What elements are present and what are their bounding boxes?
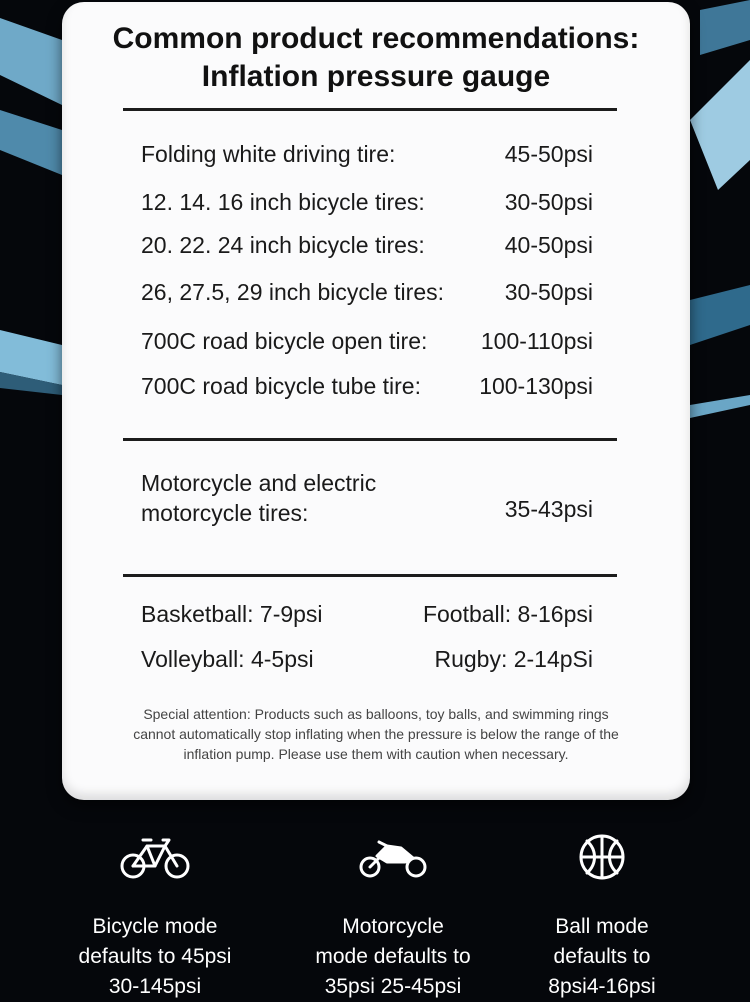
motorcycle-icon xyxy=(357,832,429,882)
mode-line: mode defaults to xyxy=(315,945,471,968)
motorcycle-label-line-1: Motorcycle and electric xyxy=(141,470,377,496)
bicycle-mode xyxy=(45,832,265,1002)
divider-middle xyxy=(123,438,617,441)
divider-top xyxy=(123,108,617,111)
title-line-2: Inflation pressure gauge xyxy=(201,60,551,93)
pressure-row xyxy=(141,227,593,263)
pressure-value: 30-50psi xyxy=(504,279,593,305)
mode-line: 35psi 25-45psi xyxy=(324,975,462,998)
pressure-value: 100-110psi xyxy=(480,328,593,354)
ball-mode xyxy=(492,832,712,1002)
pressure-value: 40-50psi xyxy=(504,232,593,258)
bicycle-icon xyxy=(119,832,191,882)
mode-line: defaults to xyxy=(553,945,651,968)
pressure-row xyxy=(141,184,593,220)
volleyball-pressure: Volleyball: 4-5psi xyxy=(141,646,314,672)
mode-line: 30-145psi xyxy=(108,975,202,998)
tire-label: 700C road bicycle open tire: xyxy=(141,328,428,354)
tire-label: 20. 22. 24 inch bicycle tires: xyxy=(141,232,425,258)
pressure-row xyxy=(141,323,593,359)
motorcycle-label xyxy=(141,468,376,528)
mode-line: Bicycle mode xyxy=(92,915,218,938)
pressure-value: 45-50psi xyxy=(504,141,593,167)
tire-label: 700C road bicycle tube tire: xyxy=(141,373,421,399)
note-line-1: Special attention: Products such as balloons, toy balls, and swimming rings xyxy=(143,706,609,722)
mode-line: Motorcycle xyxy=(342,915,444,938)
tire-label: 26, 27.5, 29 inch bicycle tires: xyxy=(141,279,444,305)
mode-line: defaults to 45psi xyxy=(78,945,232,968)
divider-bottom xyxy=(123,574,617,577)
rugby-pressure: Rugby: 2-14pSi xyxy=(434,646,593,672)
motorcycle-label-line-2: motorcycle tires: xyxy=(141,500,309,526)
pressure-row xyxy=(141,274,593,310)
motorcycle-mode-text xyxy=(283,912,503,1002)
tire-label: Folding white driving tire: xyxy=(141,141,396,167)
motorcycle-mode xyxy=(283,832,503,1002)
basketball-pressure: Basketball: 7-9psi xyxy=(141,601,323,627)
mode-line: Ball mode xyxy=(555,915,649,938)
recommendations-card xyxy=(62,2,690,800)
tire-label: 12. 14. 16 inch bicycle tires: xyxy=(141,189,425,215)
football-pressure: Football: 8-16psi xyxy=(422,601,593,627)
bicycle-mode-text xyxy=(45,912,265,1002)
special-attention-note xyxy=(76,704,676,764)
card-title xyxy=(62,20,690,96)
motorcycle-pressure-value: 35-43psi xyxy=(504,496,593,522)
pressure-row xyxy=(141,136,593,172)
pressure-value: 100-130psi xyxy=(479,373,593,399)
mode-line: 8psi4-16psi xyxy=(548,975,656,998)
ball-mode-text xyxy=(492,912,712,1002)
pressure-row xyxy=(141,368,593,404)
pressure-value: 30-50psi xyxy=(504,189,593,215)
note-line-2: cannot automatically stop inflating when the pressure is below the range of the xyxy=(133,726,619,742)
note-line-3: inflation pump. Please use them with caution when necessary. xyxy=(183,746,569,762)
basketball-icon xyxy=(577,832,627,882)
title-line-1: Common product recommendations: xyxy=(112,22,640,55)
